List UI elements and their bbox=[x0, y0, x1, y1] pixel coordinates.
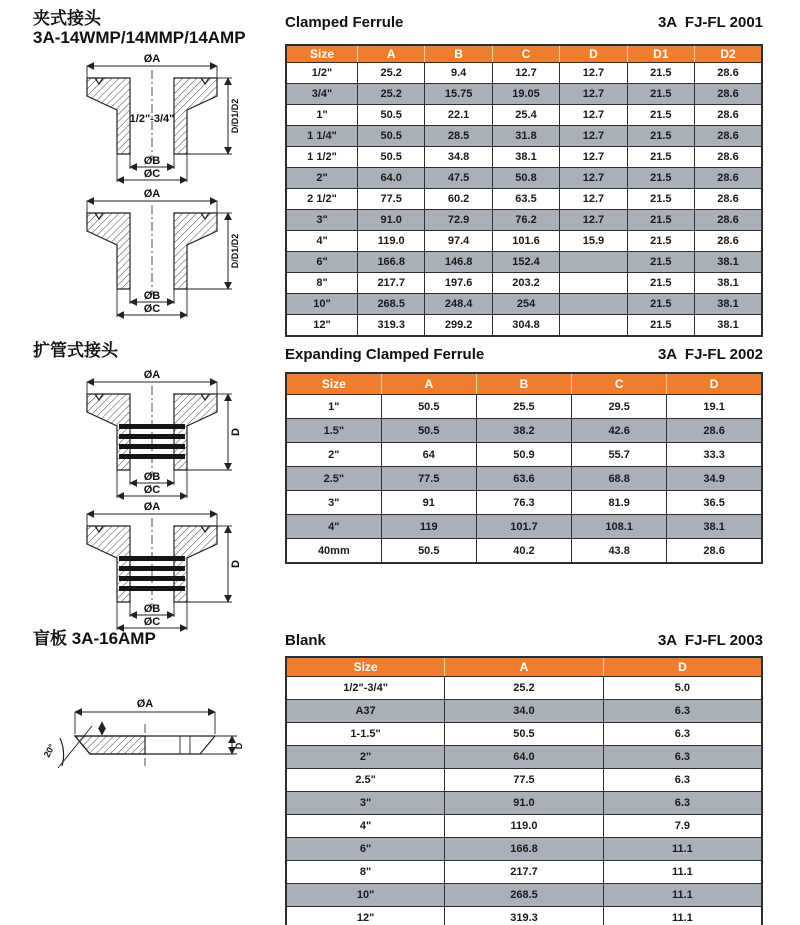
table-cell: 12.7 bbox=[560, 168, 627, 189]
table-cell: 21.5 bbox=[627, 105, 694, 126]
table-cell: 28.6 bbox=[695, 210, 762, 231]
table-cell bbox=[560, 273, 627, 294]
table-row bbox=[286, 861, 762, 884]
table-cell bbox=[560, 294, 627, 315]
table-cell: 22.1 bbox=[425, 105, 492, 126]
table-cell: 12.7 bbox=[560, 84, 627, 105]
table-row bbox=[286, 231, 762, 252]
table-cell: 3" bbox=[286, 792, 445, 815]
table-cell: 10" bbox=[286, 884, 445, 907]
dim-label-oa: ØA bbox=[143, 188, 161, 200]
table-cell: 47.5 bbox=[425, 168, 492, 189]
table-cell: 12.7 bbox=[560, 189, 627, 210]
table-cell: 12.7 bbox=[560, 147, 627, 168]
dim-label-oa: ØA bbox=[143, 369, 161, 381]
table-cell: 50.5 bbox=[381, 395, 476, 419]
dim-label-oc: ØC bbox=[143, 484, 161, 496]
table-cell: 34.8 bbox=[425, 147, 492, 168]
table-row bbox=[286, 419, 762, 443]
table-cell: 152.4 bbox=[492, 252, 559, 273]
table-row bbox=[286, 252, 762, 273]
table-cell: 38.1 bbox=[695, 294, 762, 315]
column-header: Size bbox=[286, 45, 358, 63]
column-header: D1 bbox=[627, 45, 694, 63]
table-cell: 25.2 bbox=[445, 677, 604, 700]
table-cell: 12" bbox=[286, 907, 445, 925]
table-cell: 248.4 bbox=[425, 294, 492, 315]
table-row bbox=[286, 515, 762, 539]
table-cell: 21.5 bbox=[627, 126, 694, 147]
table-cell: 28.6 bbox=[695, 63, 762, 84]
table-cell: 197.6 bbox=[425, 273, 492, 294]
table-cell: 2.5" bbox=[286, 769, 445, 792]
table-row bbox=[286, 443, 762, 467]
table-cell: 28.6 bbox=[667, 539, 762, 564]
table-cell: 29.5 bbox=[572, 395, 667, 419]
table-cell: 21.5 bbox=[627, 63, 694, 84]
table-cell: 1-1.5" bbox=[286, 723, 445, 746]
table-cell: 19.05 bbox=[492, 84, 559, 105]
section1-cn-title bbox=[33, 10, 246, 47]
column-header: D bbox=[603, 657, 762, 677]
table-cell: 28.6 bbox=[695, 126, 762, 147]
column-header: B bbox=[476, 373, 571, 395]
expanding-ferrule-drawing-2 bbox=[62, 498, 242, 633]
table-cell: 3" bbox=[286, 210, 358, 231]
table-cell: 12.7 bbox=[560, 105, 627, 126]
dim-label-oa: ØA bbox=[143, 53, 161, 65]
table-cell: 3" bbox=[286, 491, 381, 515]
section1-heading bbox=[285, 14, 763, 31]
table-cell: 4" bbox=[286, 515, 381, 539]
table-cell: 76.2 bbox=[492, 210, 559, 231]
table-cell: 108.1 bbox=[572, 515, 667, 539]
clamped-ferrule-short-drawing bbox=[62, 50, 242, 185]
table-cell: 34.9 bbox=[667, 467, 762, 491]
table-cell: 25.2 bbox=[358, 84, 425, 105]
table-cell: 101.7 bbox=[476, 515, 571, 539]
table-cell: 21.5 bbox=[627, 252, 694, 273]
table-cell: 6.3 bbox=[603, 769, 762, 792]
table-row bbox=[286, 294, 762, 315]
table-cell: 68.8 bbox=[572, 467, 667, 491]
table-row bbox=[286, 105, 762, 126]
column-header: Size bbox=[286, 373, 381, 395]
table-cell: 50.9 bbox=[476, 443, 571, 467]
table-cell: 33.3 bbox=[667, 443, 762, 467]
table-cell: 11.1 bbox=[603, 884, 762, 907]
table-cell: 2" bbox=[286, 746, 445, 769]
table-row bbox=[286, 884, 762, 907]
table-row bbox=[286, 315, 762, 337]
table-cell: 38.1 bbox=[492, 147, 559, 168]
table-cell: 12.7 bbox=[560, 63, 627, 84]
table-row bbox=[286, 273, 762, 294]
table-row bbox=[286, 467, 762, 491]
table-cell: 11.1 bbox=[603, 838, 762, 861]
table-cell: 2" bbox=[286, 443, 381, 467]
table-cell: 268.5 bbox=[445, 884, 604, 907]
table-cell: 12.7 bbox=[560, 126, 627, 147]
section2-cn-title bbox=[33, 342, 118, 361]
table-cell: 28.5 bbox=[425, 126, 492, 147]
table-cell: 38.2 bbox=[476, 419, 571, 443]
table-cell: 36.5 bbox=[667, 491, 762, 515]
table-cell bbox=[560, 315, 627, 337]
dim-label-oc: ØC bbox=[143, 168, 161, 180]
table-cell: 21.5 bbox=[627, 210, 694, 231]
table-cell: 55.7 bbox=[572, 443, 667, 467]
table-cell: 28.6 bbox=[695, 105, 762, 126]
table-cell: 25.4 bbox=[492, 105, 559, 126]
table-cell: 64.0 bbox=[358, 168, 425, 189]
table-cell bbox=[560, 252, 627, 273]
table-row bbox=[286, 63, 762, 84]
table-cell: 6" bbox=[286, 252, 358, 273]
table-cell: 146.8 bbox=[425, 252, 492, 273]
table-cell: 1 1/2" bbox=[286, 147, 358, 168]
table-cell: 76.3 bbox=[476, 491, 571, 515]
table-cell: 6.3 bbox=[603, 792, 762, 815]
table-cell: 304.8 bbox=[492, 315, 559, 337]
table-cell: 77.5 bbox=[445, 769, 604, 792]
column-header: Size bbox=[286, 657, 445, 677]
table-cell: 64 bbox=[381, 443, 476, 467]
dim-label-ob: ØB bbox=[143, 603, 161, 615]
section3-code: 3A FJ-FL 2003 bbox=[657, 632, 763, 649]
dim-label-d-trio: D/D1/D2 bbox=[230, 233, 240, 269]
table-row bbox=[286, 792, 762, 815]
section1-code: 3A FJ-FL 2001 bbox=[657, 14, 763, 31]
table-cell: 11.1 bbox=[603, 907, 762, 925]
table-row bbox=[286, 700, 762, 723]
dim-label-angle: 20° bbox=[41, 742, 57, 759]
table-cell: 11.1 bbox=[603, 861, 762, 884]
dim-label-ob: ØB bbox=[143, 290, 161, 302]
table-cell: 31.8 bbox=[492, 126, 559, 147]
dim-label-ob: ØB bbox=[143, 155, 161, 167]
section3-cn-title bbox=[33, 630, 156, 649]
table-cell: 7.9 bbox=[603, 815, 762, 838]
table-row bbox=[286, 491, 762, 515]
table-cell: 60.2 bbox=[425, 189, 492, 210]
table-cell: 28.6 bbox=[695, 168, 762, 189]
table-cell: 72.9 bbox=[425, 210, 492, 231]
table-cell: 21.5 bbox=[627, 315, 694, 337]
table-cell: 38.1 bbox=[695, 273, 762, 294]
table-cell: 119 bbox=[381, 515, 476, 539]
dim-label-d: D bbox=[234, 742, 244, 750]
table-cell: 38.1 bbox=[695, 315, 762, 337]
table-cell: 8" bbox=[286, 273, 358, 294]
table-cell: 9.4 bbox=[425, 63, 492, 84]
table-cell: 4" bbox=[286, 815, 445, 838]
table-row bbox=[286, 723, 762, 746]
table-cell: 38.1 bbox=[667, 515, 762, 539]
table-cell: 6.3 bbox=[603, 746, 762, 769]
section2-title: Expanding Clamped Ferrule bbox=[285, 346, 485, 363]
table-cell: 21.5 bbox=[627, 273, 694, 294]
table-cell: 64.0 bbox=[445, 746, 604, 769]
table-cell: 50.5 bbox=[445, 723, 604, 746]
table-cell: 50.5 bbox=[381, 539, 476, 564]
table-row bbox=[286, 815, 762, 838]
section3-cn-title-line1: 盲板 3A-16AMP bbox=[33, 629, 156, 648]
table-cell: 119.0 bbox=[445, 815, 604, 838]
table-cell: 63.6 bbox=[476, 467, 571, 491]
table-row bbox=[286, 210, 762, 231]
table-cell: 1/2"-3/4" bbox=[286, 677, 445, 700]
table-cell: 12.7 bbox=[560, 210, 627, 231]
column-header: C bbox=[492, 45, 559, 63]
dim-label-oa: ØA bbox=[143, 501, 161, 513]
table-cell: 50.5 bbox=[358, 105, 425, 126]
table-cell: A37 bbox=[286, 700, 445, 723]
table-cell: 166.8 bbox=[358, 252, 425, 273]
table-cell: 25.2 bbox=[358, 63, 425, 84]
table-cell: 28.6 bbox=[695, 147, 762, 168]
dim-label-d: D bbox=[230, 428, 242, 436]
table-cell: 2 1/2" bbox=[286, 189, 358, 210]
table-cell: 21.5 bbox=[627, 294, 694, 315]
table-row bbox=[286, 147, 762, 168]
table-cell: 40.2 bbox=[476, 539, 571, 564]
column-header: A bbox=[445, 657, 604, 677]
clamped-ferrule-long-drawing bbox=[62, 185, 242, 320]
table-cell: 25.5 bbox=[476, 395, 571, 419]
blank-table bbox=[285, 656, 763, 925]
table-cell: 10" bbox=[286, 294, 358, 315]
table-cell: 119.0 bbox=[358, 231, 425, 252]
table-cell: 8" bbox=[286, 861, 445, 884]
table-cell: 254 bbox=[492, 294, 559, 315]
table-cell: 268.5 bbox=[358, 294, 425, 315]
table-row bbox=[286, 677, 762, 700]
table-cell: 1/2" bbox=[286, 63, 358, 84]
table-cell: 91.0 bbox=[358, 210, 425, 231]
table-header-row bbox=[286, 373, 762, 395]
table-cell: 40mm bbox=[286, 539, 381, 564]
expanding-clamped-ferrule-table bbox=[285, 372, 763, 564]
table-cell: 15.9 bbox=[560, 231, 627, 252]
table-row bbox=[286, 838, 762, 861]
table-cell: 50.5 bbox=[358, 126, 425, 147]
table-cell: 21.5 bbox=[627, 168, 694, 189]
table-cell: 19.1 bbox=[667, 395, 762, 419]
table-cell: 1.5" bbox=[286, 419, 381, 443]
table-cell: 1" bbox=[286, 395, 381, 419]
table-cell: 319.3 bbox=[445, 907, 604, 925]
table-cell: 3/4" bbox=[286, 84, 358, 105]
dim-label-oc: ØC bbox=[143, 616, 161, 628]
table-row bbox=[286, 126, 762, 147]
table-row bbox=[286, 189, 762, 210]
column-header: D bbox=[667, 373, 762, 395]
table-row bbox=[286, 84, 762, 105]
table-row bbox=[286, 168, 762, 189]
column-header: D bbox=[560, 45, 627, 63]
table-header-row bbox=[286, 45, 762, 63]
table-cell: 1" bbox=[286, 105, 358, 126]
table-cell: 15.75 bbox=[425, 84, 492, 105]
section3-title: Blank bbox=[285, 632, 326, 649]
column-header: C bbox=[572, 373, 667, 395]
table-cell: 203.2 bbox=[492, 273, 559, 294]
table-cell: 21.5 bbox=[627, 84, 694, 105]
section2-code: 3A FJ-FL 2002 bbox=[657, 346, 763, 363]
table-cell: 4" bbox=[286, 231, 358, 252]
table-cell: 43.8 bbox=[572, 539, 667, 564]
dim-label-oa: ØA bbox=[136, 698, 154, 710]
table-cell: 38.1 bbox=[695, 252, 762, 273]
table-cell: 21.5 bbox=[627, 147, 694, 168]
table-cell: 63.5 bbox=[492, 189, 559, 210]
column-header: A bbox=[358, 45, 425, 63]
table-cell: 50.5 bbox=[358, 147, 425, 168]
table-cell: 1 1/4" bbox=[286, 126, 358, 147]
blank-plate-drawing bbox=[30, 678, 250, 828]
table-cell: 6" bbox=[286, 838, 445, 861]
table-cell: 12.7 bbox=[492, 63, 559, 84]
table-cell: 2.5" bbox=[286, 467, 381, 491]
section2-heading bbox=[285, 346, 763, 363]
section1-cn-title-line2: 3A-14WMP/14MMP/14AMP bbox=[33, 27, 246, 47]
column-header: A bbox=[381, 373, 476, 395]
table-row bbox=[286, 907, 762, 925]
column-header: D2 bbox=[695, 45, 762, 63]
table-cell: 28.6 bbox=[695, 189, 762, 210]
table-row bbox=[286, 746, 762, 769]
table-cell: 28.6 bbox=[667, 419, 762, 443]
table-cell: 6.3 bbox=[603, 700, 762, 723]
section1-title: Clamped Ferrule bbox=[285, 14, 404, 31]
section2-cn-title-line1: 扩管式接头 bbox=[33, 341, 118, 360]
table-cell: 5.0 bbox=[603, 677, 762, 700]
expanding-ferrule-drawing-1 bbox=[62, 366, 242, 501]
table-cell: 77.5 bbox=[381, 467, 476, 491]
table-cell: 77.5 bbox=[358, 189, 425, 210]
section1-cn-title-line1: 夹式接头 bbox=[33, 9, 101, 28]
table-cell: 50.5 bbox=[381, 419, 476, 443]
table-cell: 299.2 bbox=[425, 315, 492, 337]
table-cell: 21.5 bbox=[627, 231, 694, 252]
table-cell: 6.3 bbox=[603, 723, 762, 746]
table-header-row bbox=[286, 657, 762, 677]
table-cell: 21.5 bbox=[627, 189, 694, 210]
table-cell: 91 bbox=[381, 491, 476, 515]
table-cell: 2" bbox=[286, 168, 358, 189]
table-row bbox=[286, 539, 762, 564]
table-cell: 217.7 bbox=[358, 273, 425, 294]
table-cell: 91.0 bbox=[445, 792, 604, 815]
table-cell: 97.4 bbox=[425, 231, 492, 252]
dim-label-d: D bbox=[230, 560, 242, 568]
table-cell: 217.7 bbox=[445, 861, 604, 884]
table-cell: 166.8 bbox=[445, 838, 604, 861]
table-cell: 50.8 bbox=[492, 168, 559, 189]
section3-heading bbox=[285, 632, 763, 649]
dim-label-size-note: 1/2"-3/4" bbox=[129, 113, 175, 125]
table-cell: 101.6 bbox=[492, 231, 559, 252]
table-cell: 28.6 bbox=[695, 231, 762, 252]
table-cell: 28.6 bbox=[695, 84, 762, 105]
dim-label-ob: ØB bbox=[143, 471, 161, 483]
table-row bbox=[286, 395, 762, 419]
column-header: B bbox=[425, 45, 492, 63]
table-cell: 81.9 bbox=[572, 491, 667, 515]
table-row bbox=[286, 769, 762, 792]
table-cell: 34.0 bbox=[445, 700, 604, 723]
clamped-ferrule-table bbox=[285, 44, 763, 337]
table-cell: 319.3 bbox=[358, 315, 425, 337]
table-cell: 42.6 bbox=[572, 419, 667, 443]
dim-label-d-trio: D/D1/D2 bbox=[230, 98, 240, 134]
table-cell: 12" bbox=[286, 315, 358, 337]
dim-label-oc: ØC bbox=[143, 303, 161, 315]
